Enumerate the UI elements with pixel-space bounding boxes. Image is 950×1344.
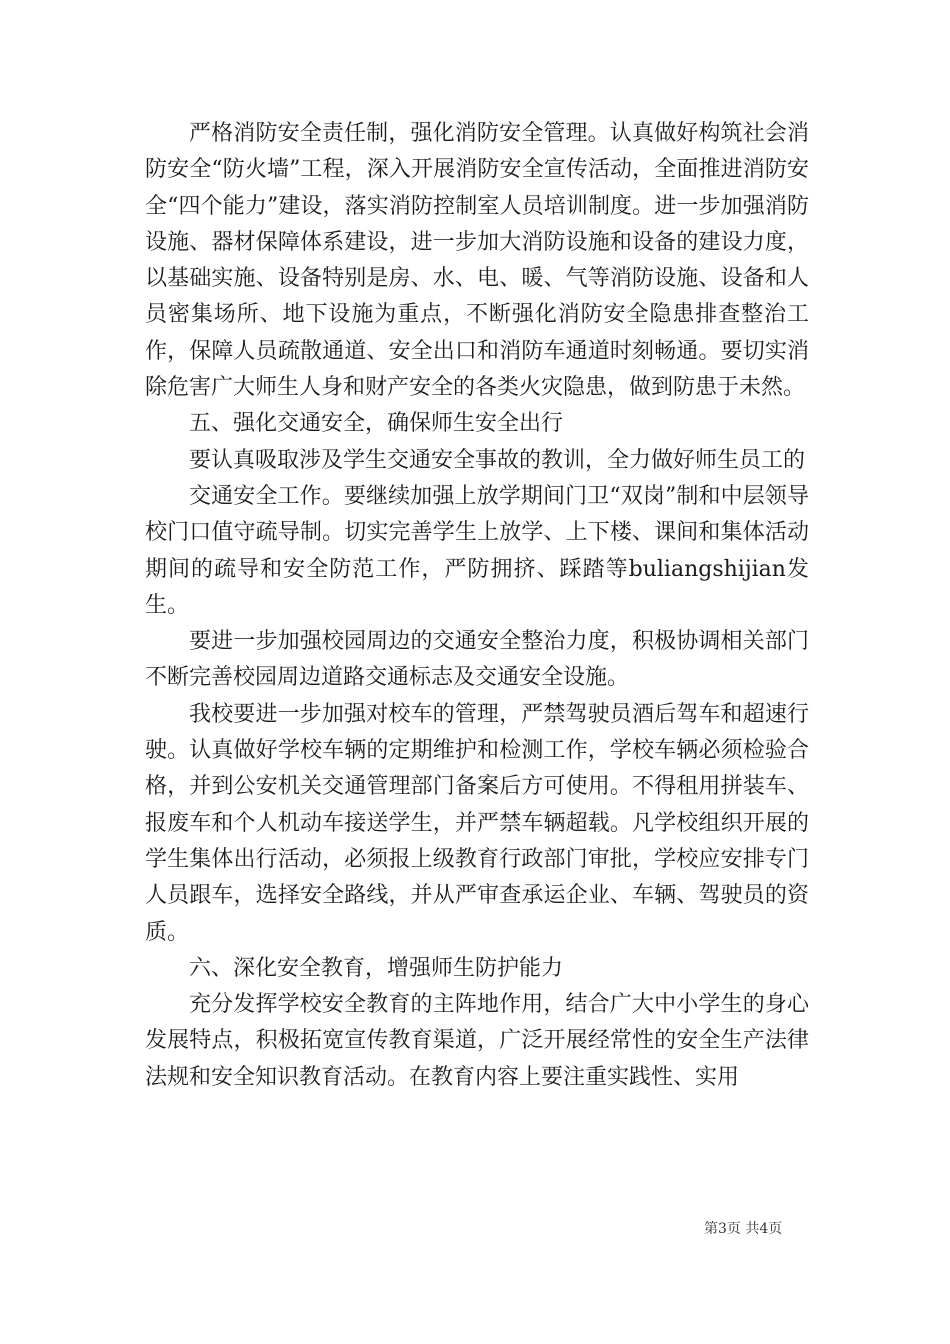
- document-body: [145, 116, 809, 1096]
- page-number: 第3页 共4页: [704, 1221, 783, 1237]
- section-heading-traffic-safety: 五、强化交通安全，确保师生安全出行: [189, 411, 564, 437]
- paragraph-education: 充分发挥学校安全教育的主阵地作用，结合广大中小学生的身心发展特点，积极拓宽宣传教育渠道，广泛开展经常性的安全生产法律法规和安全知识教育活动。在教育内容上要注重实践性、实用: [145, 992, 809, 1090]
- paragraph-school-bus: 我校要进一步加强对校车的管理，严禁驾驶员酒后驾车和超速行驶。认真做好学校车辆的定期维护和检测工作，学校车辆必须检验合格，并到公安机关交通管理部门备案后方可使用。不得租用拼装车、报废车和个人机动车接送学生，并严禁车辆超载。凡学校组织开展的学生集体出行活动，必须报上级教育行政部门审批，学校应安排专门人员跟车，选择安全路线，并从严审查承运企业、车辆、驾驶员的资质。: [145, 701, 809, 945]
- paragraph-traffic-work: 交通安全工作。要继续加强上放学期间门卫“双岗”制和中层领导校门口值守疏导制。切实完善学生上放学、上下楼、课间和集体活动期间的疏导和安全防范工作，严防拥挤、踩踏等buliangshijian发生。: [145, 483, 809, 618]
- section-heading-safety-education: 六、深化安全教育，增强师生防护能力: [189, 955, 564, 981]
- paragraph-traffic-lessons: 要认真吸取涉及学生交通安全事故的教训，全力做好师生员工的: [189, 447, 806, 473]
- paragraph-fire-safety: 严格消防安全责任制，强化消防安全管理。认真做好构筑社会消防安全“防火墙”工程，深入开展消防安全宣传活动，全面推进消防安全“四个能力”建设，落实消防控制室人员培训制度。进一步加强消防设施、器材保障体系建设，进一步加大消防设施和设备的建设力度，以基础实施、设备特别是房、水、电、暖、气等消防设施、设备和人员密集场所、地下设施为重点，不断强化消防安全隐患排查整治工作，保障人员疏散通道、安全出口和消防车通道时刻畅通。要切实消除危害广大师生人身和财产安全的各类火灾隐患，做到防患于未然。: [145, 121, 809, 401]
- paragraph-campus-surroundings: 要进一步加强校园周边的交通安全整治力度，积极协调相关部门不断完善校园周边道路交通标志及交通安全设施。: [145, 629, 809, 691]
